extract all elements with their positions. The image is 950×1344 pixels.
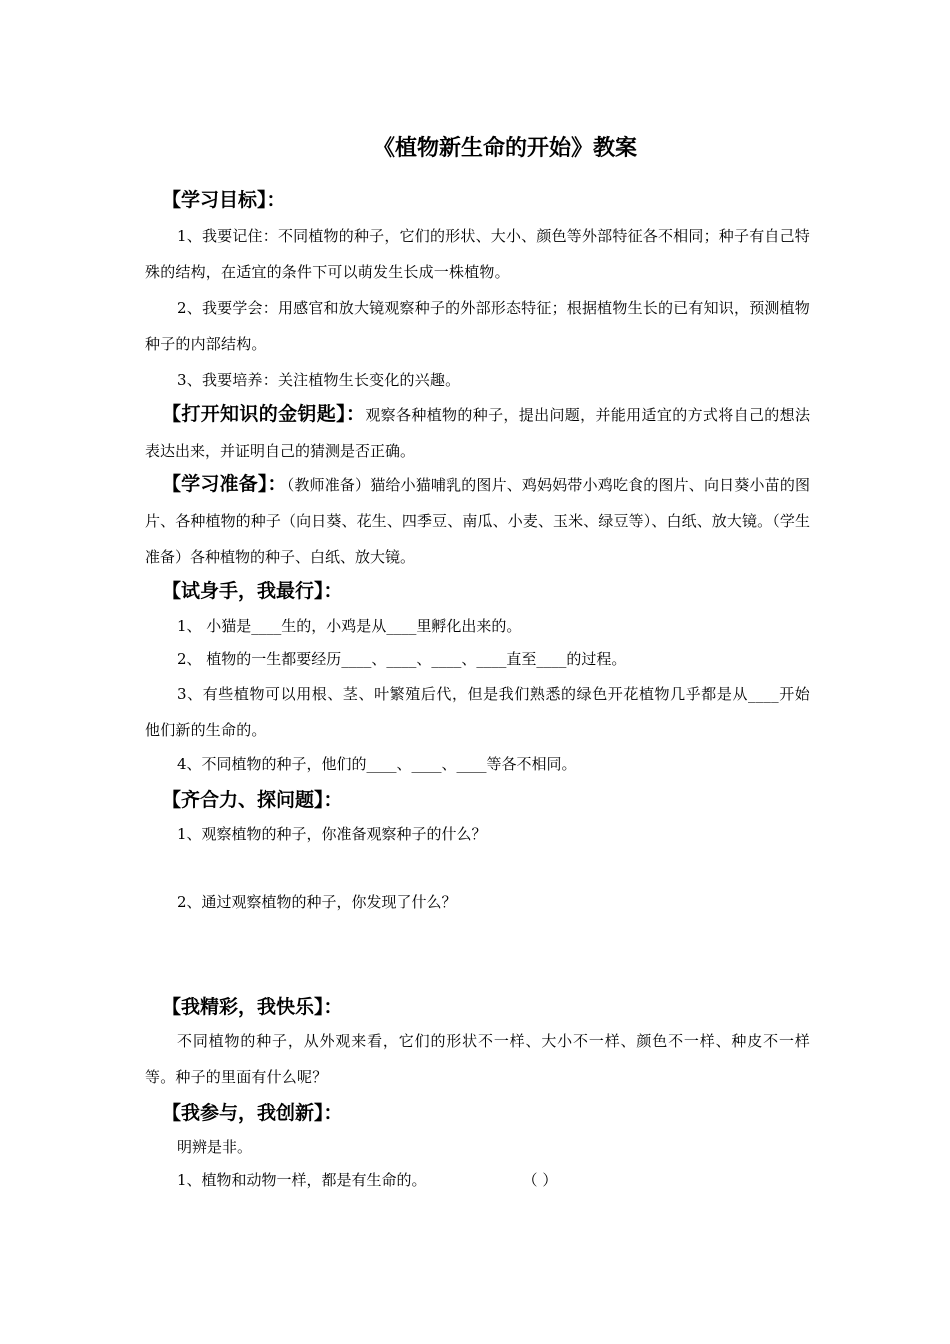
create-intro: 明辨是非。	[177, 1138, 253, 1156]
heading-create: 【我参与，我创新】：	[162, 1102, 343, 1124]
try-item-1: 1、 小猫是____生的，小鸡是从____里孵化出来的。	[177, 617, 522, 635]
explore-item-2: 2、通过观察植物的种子，你发现了什么？	[177, 893, 457, 911]
goal-item-1: 1、我要记住：不同植物的种子，它们的形状、大小、颜色等外部特征各不相同；种子有自己特殊的结构，在适宜的条件下可以萌发生长成一株植物。	[145, 227, 810, 281]
try-item-3: 3、有些植物可以用根、茎、叶繁殖后代，但是我们熟悉的绿色开花植物几乎都是从____开始他们新的生命的。	[145, 685, 810, 739]
explore-item-1: 1、观察植物的种子，你准备观察种子的什么？	[177, 825, 487, 843]
goal-item-3: 3、我要培养：关注植物生长变化的兴趣。	[177, 371, 461, 389]
key-text: 观察各种植物的种子，提出问题，并能用适宜的方式将自己的想法表达出来，并证明自己的猜测是否正确。	[145, 406, 810, 460]
goal-item-2: 2、我要学会：用感官和放大镜观察种子的外部形态特征；根据植物生长的已有知识，预测植物种子的内部结构。	[145, 299, 810, 353]
try-item-2: 2、 植物的一生都要经历____、____、____、____直至____的过程。	[177, 650, 627, 668]
answer-bracket: （ ）	[522, 1171, 558, 1189]
heading-happy: 【我精彩，我快乐】：	[162, 996, 343, 1018]
judgment-item-text: 1、植物和动物一样，都是有生命的。	[177, 1171, 427, 1189]
heading-try-it: 【试身手，我最行】：	[162, 580, 343, 602]
document-title: 《植物新生命的开始》教案	[372, 136, 637, 161]
heading-knowledge-key: 【打开知识的金钥匙】：	[162, 403, 366, 425]
heading-learning-goals: 【学习目标】：	[162, 189, 286, 211]
heading-learning-prep: 【学习准备】：	[162, 473, 287, 495]
key-section	[145, 396, 810, 469]
prep-section	[145, 466, 810, 575]
judgment-item-1	[177, 1168, 557, 1192]
prep-text: （教师准备）猫给小猫哺乳的图片、鸡妈妈带小鸡吃食的图片、向日葵小苗的图片、各种植物的种子（向日葵、花生、四季豆、南瓜、小麦、玉米、绿豆等）、白纸、放大镜。（学生准备）各种植物的种子、白纸、放大镜。	[145, 476, 810, 566]
happy-text: 不同植物的种子，从外观来看，它们的形状不一样、大小不一样、颜色不一样、种皮不一样等。种子的里面有什么呢？	[145, 1032, 810, 1086]
heading-explore: 【齐合力、探问题】：	[162, 789, 343, 811]
try-item-4: 4、不同植物的种子，他们的____、____、____等各不相同。	[177, 755, 577, 773]
